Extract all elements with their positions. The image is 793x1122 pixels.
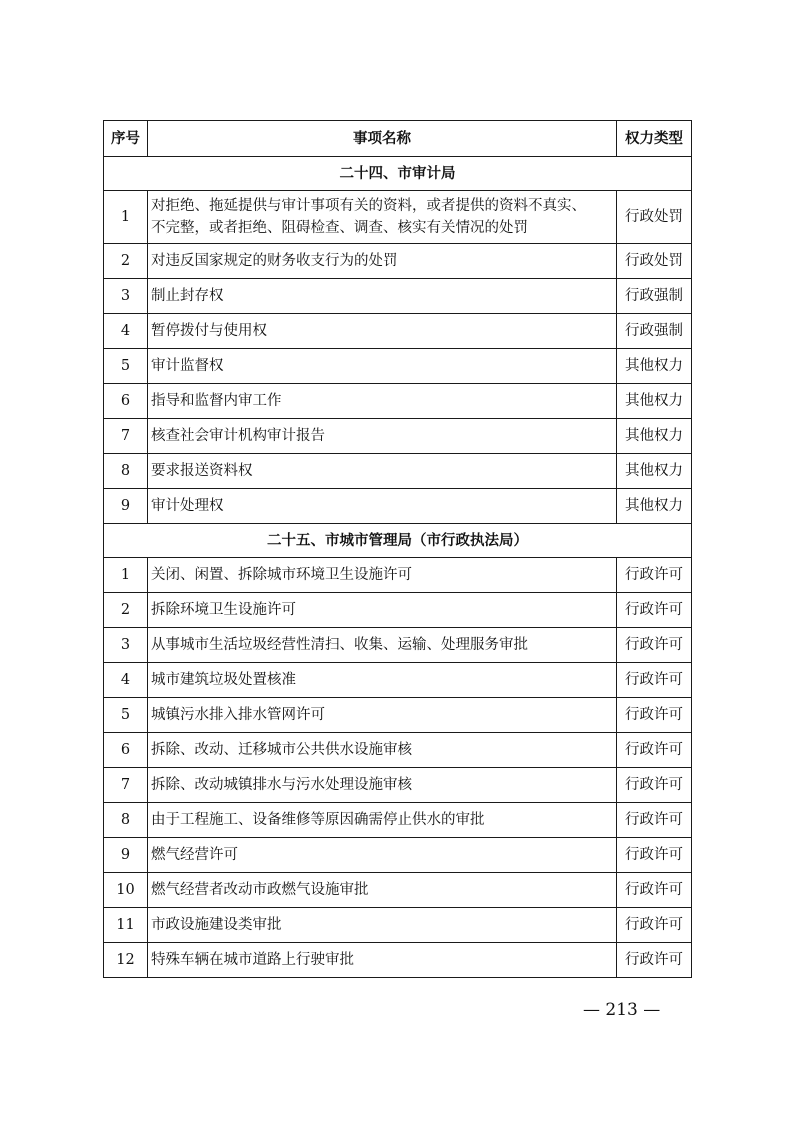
table-row [104, 803, 692, 838]
item-name-cell: 从事城市生活垃圾经营性清扫、收集、运输、处理服务审批 [148, 628, 617, 663]
table-body [104, 157, 692, 978]
serial-number-cell: 8 [104, 803, 148, 838]
item-name-cell: 指导和监督内审工作 [148, 384, 617, 419]
header-serial-number: 序号 [104, 121, 148, 157]
serial-number-cell: 4 [104, 663, 148, 698]
table-row [104, 698, 692, 733]
power-type-cell: 行政许可 [617, 593, 692, 628]
serial-number-cell: 2 [104, 593, 148, 628]
power-type-cell: 行政强制 [617, 314, 692, 349]
power-type-cell: 行政强制 [617, 279, 692, 314]
item-name-cell: 拆除、改动城镇排水与污水处理设施审核 [148, 768, 617, 803]
serial-number-cell: 10 [104, 873, 148, 908]
serial-number-cell: 9 [104, 838, 148, 873]
power-type-cell: 行政许可 [617, 628, 692, 663]
power-type-cell: 行政许可 [617, 558, 692, 593]
serial-number-cell: 6 [104, 384, 148, 419]
table-row [104, 191, 692, 244]
item-name-cell: 核查社会审计机构审计报告 [148, 419, 617, 454]
item-name-cell: 对拒绝、拖延提供与审计事项有关的资料，或者提供的资料不真实、 不完整，或者拒绝、阻碍检查、调查、核实有关情况的处罚 [148, 191, 617, 244]
serial-number-cell: 1 [104, 191, 148, 244]
section-title: 二十五、市城市管理局（市行政执法局） [104, 524, 692, 558]
section-title: 二十四、市审计局 [104, 157, 692, 191]
serial-number-cell: 6 [104, 733, 148, 768]
section-header-row [104, 157, 692, 191]
power-type-cell: 行政许可 [617, 768, 692, 803]
table-row [104, 489, 692, 524]
serial-number-cell: 5 [104, 698, 148, 733]
serial-number-cell: 5 [104, 349, 148, 384]
power-type-cell: 行政许可 [617, 838, 692, 873]
serial-number-cell: 1 [104, 558, 148, 593]
power-type-cell: 行政许可 [617, 663, 692, 698]
power-type-cell: 行政许可 [617, 698, 692, 733]
item-name-cell: 特殊车辆在城市道路上行驶审批 [148, 943, 617, 978]
table-row [104, 838, 692, 873]
table-row [104, 628, 692, 663]
table-row [104, 314, 692, 349]
item-name-cell: 对违反国家规定的财务收支行为的处罚 [148, 244, 617, 279]
serial-number-cell: 11 [104, 908, 148, 943]
serial-number-cell: 7 [104, 768, 148, 803]
table-row [104, 908, 692, 943]
table-row [104, 454, 692, 489]
item-name-cell: 市政设施建设类审批 [148, 908, 617, 943]
table-row [104, 349, 692, 384]
item-name-cell: 暂停拨付与使用权 [148, 314, 617, 349]
item-name-cell: 由于工程施工、设备维修等原因确需停止供水的审批 [148, 803, 617, 838]
header-power-type: 权力类型 [617, 121, 692, 157]
serial-number-cell: 3 [104, 279, 148, 314]
section-header-row [104, 524, 692, 558]
serial-number-cell: 12 [104, 943, 148, 978]
power-type-cell: 行政许可 [617, 873, 692, 908]
serial-number-cell: 8 [104, 454, 148, 489]
item-name-cell: 拆除环境卫生设施许可 [148, 593, 617, 628]
table-row [104, 244, 692, 279]
power-type-cell: 行政许可 [617, 733, 692, 768]
table-row [104, 768, 692, 803]
item-name-cell: 城市建筑垃圾处置核准 [148, 663, 617, 698]
serial-number-cell: 7 [104, 419, 148, 454]
power-type-cell: 其他权力 [617, 384, 692, 419]
power-type-cell: 行政许可 [617, 803, 692, 838]
item-name-cell: 制止封存权 [148, 279, 617, 314]
power-type-cell: 行政许可 [617, 908, 692, 943]
serial-number-cell: 3 [104, 628, 148, 663]
item-name-cell: 审计监督权 [148, 349, 617, 384]
item-name-cell: 拆除、改动、迁移城市公共供水设施审核 [148, 733, 617, 768]
power-type-cell: 其他权力 [617, 454, 692, 489]
power-type-cell: 其他权力 [617, 419, 692, 454]
power-type-cell: 行政处罚 [617, 244, 692, 279]
table-row [104, 733, 692, 768]
item-name-cell: 要求报送资料权 [148, 454, 617, 489]
serial-number-cell: 9 [104, 489, 148, 524]
item-name-cell: 关闭、闲置、拆除城市环境卫生设施许可 [148, 558, 617, 593]
power-type-cell: 行政处罚 [617, 191, 692, 244]
item-name-cell: 审计处理权 [148, 489, 617, 524]
power-list-table [103, 120, 692, 978]
item-name-cell: 燃气经营许可 [148, 838, 617, 873]
power-type-cell: 行政许可 [617, 943, 692, 978]
power-type-cell: 其他权力 [617, 349, 692, 384]
table-row [104, 279, 692, 314]
header-item-name: 事项名称 [148, 121, 617, 157]
item-name-cell: 城镇污水排入排水管网许可 [148, 698, 617, 733]
table-row [104, 419, 692, 454]
serial-number-cell: 4 [104, 314, 148, 349]
serial-number-cell: 2 [104, 244, 148, 279]
table-row [104, 384, 692, 419]
item-name-cell: 燃气经营者改动市政燃气设施审批 [148, 873, 617, 908]
table-row [104, 943, 692, 978]
page-number: — 213 — [583, 1000, 661, 1020]
power-type-cell: 其他权力 [617, 489, 692, 524]
table-header-row [104, 121, 692, 157]
table-row [104, 873, 692, 908]
table-row [104, 558, 692, 593]
table-row [104, 663, 692, 698]
table-row [104, 593, 692, 628]
